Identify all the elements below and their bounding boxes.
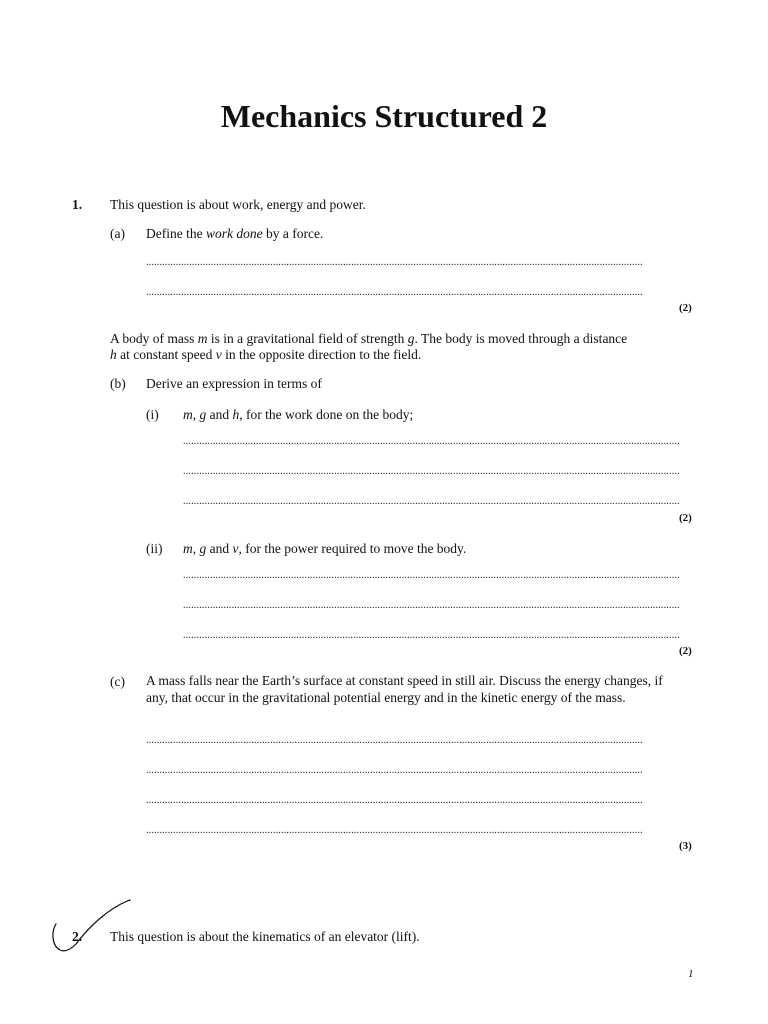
answer-line[interactable]: ........................................................................................................................................................................................ — [146, 735, 643, 746]
question-2-intro: This question is about the kinematics of an elevator (lift). — [110, 929, 420, 944]
part-b-ii-label: (ii) — [146, 541, 163, 556]
handwritten-checkmark-icon — [46, 896, 146, 958]
part-b-text: Derive an expression in terms of — [146, 376, 322, 391]
answer-line[interactable]: ........................................................................................................................................................................................ — [183, 630, 680, 641]
marks-a: (2) — [679, 302, 692, 314]
part-c-label: (c) — [110, 674, 125, 689]
part-b-i-text: m, g and h, for the work done on the body; — [183, 407, 414, 422]
answer-line[interactable]: ........................................................................................................................................................................................ — [183, 466, 680, 477]
page-number: 1 — [688, 968, 694, 980]
answer-line[interactable]: ........................................................................................................................................................................................ — [146, 765, 643, 776]
answer-line[interactable]: ........................................................................................................................................................................................ — [183, 496, 680, 507]
part-a-text: Define the work done by a force. — [146, 226, 324, 241]
part-c-text: A mass falls near the Earth’s surface at constant speed in still air. Discuss the energy changes, if any, that occur in the gravitational potential energy and in the kinetic energy of the mass. — [146, 673, 663, 705]
part-b-label: (b) — [110, 376, 126, 391]
answer-line[interactable]: ........................................................................................................................................................................................ — [183, 600, 680, 611]
question-1-intro: This question is about work, energy and power. — [110, 197, 366, 212]
answer-line[interactable]: ........................................................................................................................................................................................ — [146, 257, 643, 268]
context-line-2: h at constant speed v in the opposite direction to the field. — [110, 347, 422, 362]
question-2-number: 2. — [72, 929, 83, 944]
marks-b-i: (2) — [679, 512, 692, 524]
answer-line[interactable]: ........................................................................................................................................................................................ — [146, 825, 643, 836]
marks-c: (3) — [679, 840, 692, 852]
answer-line[interactable]: ........................................................................................................................................................................................ — [183, 436, 680, 447]
marks-b-ii: (2) — [679, 645, 692, 657]
context-line-1: A body of mass m is in a gravitational field of strength g. The body is moved through a distance — [110, 331, 628, 346]
answer-line[interactable]: ........................................................................................................................................................................................ — [146, 795, 643, 806]
part-b-i-label: (i) — [146, 407, 159, 422]
page-title: Mechanics Structured 2 — [220, 98, 548, 134]
part-a-label: (a) — [110, 226, 125, 241]
part-b-ii-text: m, g and v, for the power required to move the body. — [183, 541, 467, 556]
question-1-number: 1. — [72, 197, 83, 212]
answer-line[interactable]: ........................................................................................................................................................................................ — [183, 570, 680, 581]
answer-line[interactable]: ........................................................................................................................................................................................ — [146, 287, 643, 298]
